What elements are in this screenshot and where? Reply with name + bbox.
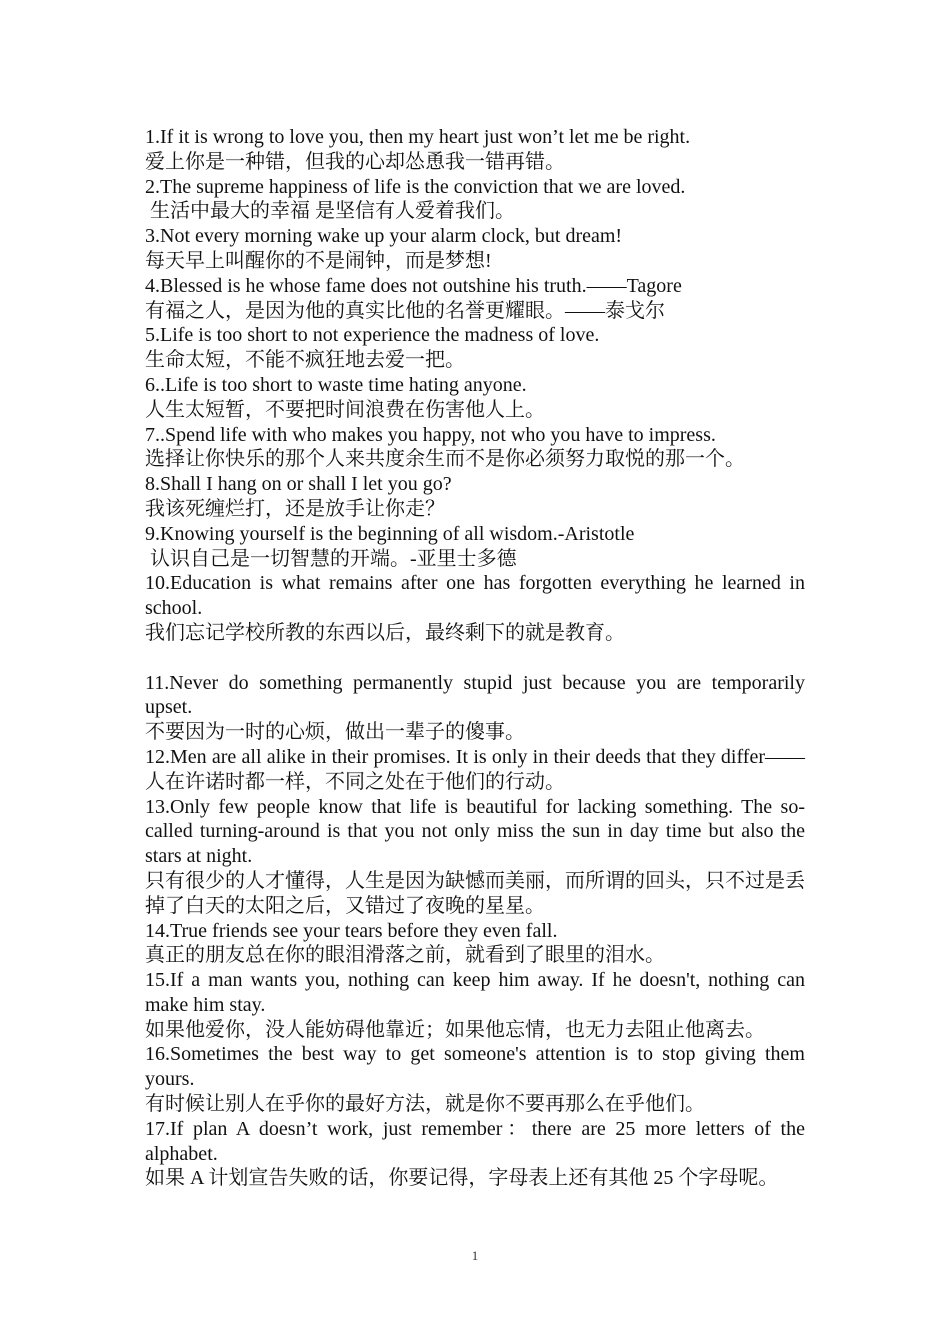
quote-7-english: 7..Spend life with who makes you happy, not who you have to impress. bbox=[145, 423, 716, 446]
quote-11-english: 11.Never do something permanently stupid just because you are temporarily upset. bbox=[145, 671, 805, 719]
page-number: 1 bbox=[471, 1248, 479, 1263]
quote-1-english: 1.If it is wrong to love you, then my heart just won’t let me be right. bbox=[145, 126, 691, 148]
quote-10-english: 10.Education is what remains after one has forgotten everything he learned in school. bbox=[145, 572, 805, 620]
quote-12-english: 12.Men are all alike in their promises. It is only in their deeds that they differ——人在许诺时都一样，不同之处在于他们的行动。 bbox=[145, 745, 805, 793]
quote-13-chinese: 只有很少的人才懂得，人生是因为缺憾而美丽，而所谓的回头，只不过是丢掉了白天的太阳之后，又错过了夜晚的星星。 bbox=[145, 869, 805, 917]
quote-6-english: 6..Life is too short to waste time hating anyone. bbox=[145, 373, 527, 396]
quote-3-english: 3.Not every morning wake up your alarm clock, but dream! bbox=[145, 225, 623, 248]
blank-line bbox=[145, 646, 805, 671]
quote-6-chinese: 人生太短暂，不要把时间浪费在伤害他人上。 bbox=[145, 398, 545, 421]
quote-11-chinese: 不要因为一时的心烦，做出一辈子的傻事。 bbox=[145, 721, 525, 744]
quote-17-chinese: 如果 A 计划宣告失败的话，你要记得，字母表上还有其他 25 个字母呢。 bbox=[145, 1167, 779, 1190]
quote-9-english: 9.Knowing yourself is the beginning of all wisdom.-Aristotle bbox=[145, 522, 635, 545]
quote-16-chinese: 有时候让别人在乎你的最好方法，就是你不要再那么在乎他们。 bbox=[145, 1093, 705, 1116]
quote-4-english: 4.Blessed is he whose fame does not outshine his truth.——Tagore bbox=[145, 274, 682, 297]
quote-14-chinese: 真正的朋友总在你的眼泪滑落之前，就看到了眼里的泪水。 bbox=[145, 944, 665, 967]
quote-list bbox=[145, 125, 805, 1191]
quote-1-chinese: 爱上你是一种错，但我的心却怂恿我一错再错。 bbox=[145, 150, 565, 173]
quote-5-chinese: 生命太短，不能不疯狂地去爱一把。 bbox=[145, 349, 465, 372]
quote-14-english: 14.True friends see your tears before they even fall. bbox=[145, 919, 558, 942]
quote-15-chinese: 如果他爱你，没人能妨碍他靠近；如果他忘情，也无力去阻止他离去。 bbox=[145, 1018, 765, 1041]
quote-2-english: 2.The supreme happiness of life is the conviction that we are loved. bbox=[145, 175, 686, 198]
quote-4-chinese: 有福之人，是因为他的真实比他的名誉更耀眼。——泰戈尔 bbox=[145, 299, 665, 322]
quote-3-chinese: 每天早上叫醒你的不是闹钟，而是梦想! bbox=[145, 249, 492, 272]
quote-9-chinese: 认识自己是一切智慧的开端。-亚里士多德 bbox=[145, 547, 517, 570]
quote-15-english: 15.If a man wants you, nothing can keep him away. If he doesn't, nothing can make him stay. bbox=[145, 969, 805, 1016]
quote-10-chinese: 我们忘记学校所教的东西以后，最终剩下的就是教育。 bbox=[145, 621, 625, 644]
quote-5-english: 5.Life is too short to not experience the madness of love. bbox=[145, 324, 600, 347]
quote-16-english: 16.Sometimes the best way to get someone's attention is to stop giving them yours. bbox=[145, 1043, 805, 1091]
quote-17-english: 17.If plan A doesn’t work, just remember：there are 25 more letters of the alphabet. bbox=[145, 1117, 805, 1165]
quote-2-chinese: 生活中最大的幸福 是坚信有人爱着我们。 bbox=[145, 200, 515, 223]
quote-8-chinese: 我该死缠烂打，还是放手让你走？ bbox=[145, 497, 445, 520]
quote-7-chinese: 选择让你快乐的那个人来共度余生而不是你必须努力取悦的那一个。 bbox=[145, 448, 745, 471]
quote-8-english: 8.Shall I hang on or shall I let you go? bbox=[145, 473, 452, 496]
quote-13-english: 13.Only few people know that life is beautiful for lacking something. The so-called turning-around is that you not only miss the sun in day time but also the stars at night. bbox=[145, 795, 805, 868]
